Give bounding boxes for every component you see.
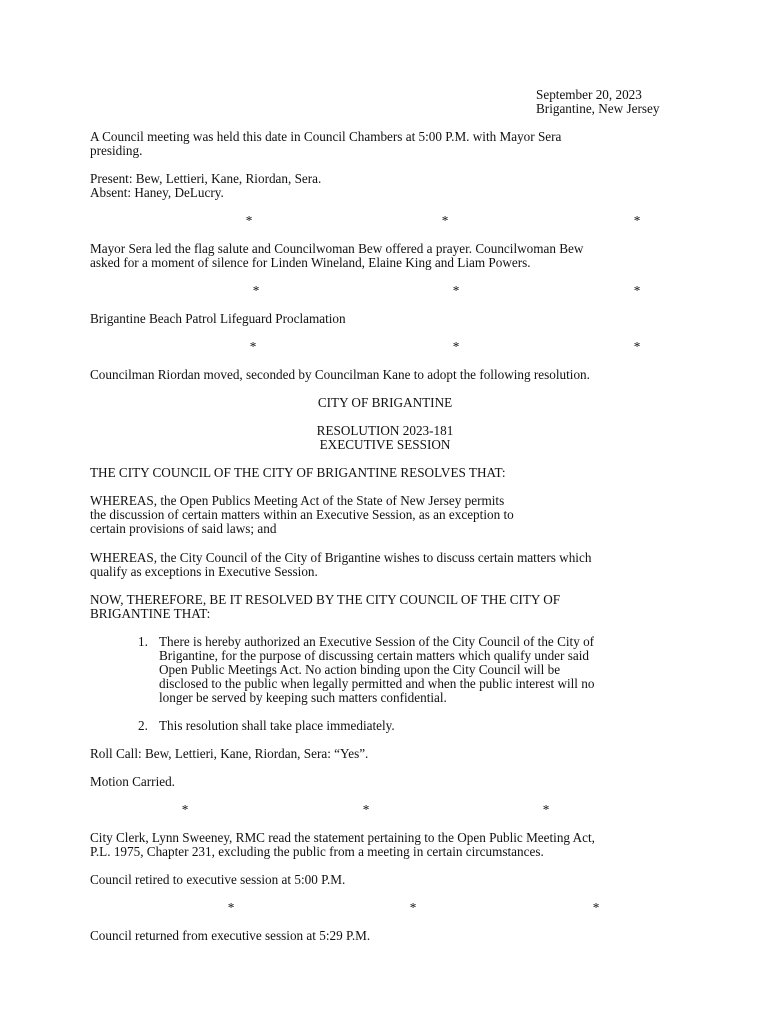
resolution-number: RESOLUTION 2023-181 [316,423,454,438]
present-list: Present: Bew, Lettieri, Kane, Riordan, Sera. [90,171,322,186]
motion-text: Councilman Riordan moved, seconded by Councilman Kane to adopt the following resolution. [90,367,590,382]
resolves-heading: THE CITY COUNCIL OF THE CITY OF BRIGANTINE RESOLVES THAT: [90,465,506,480]
list-item-line: There is hereby authorized an Executive Session of the City Council of the City of [159,634,595,649]
now-therefore-line: BRIGANTINE THAT: [90,606,211,621]
separator-star: * [245,213,253,228]
clerk-statement-line: P.L. 1975, Chapter 231, excluding the public from a meeting in certain circumstances. [90,844,544,859]
meeting-date: September 20, 2023 [536,87,642,102]
whereas-2-line: qualify as exceptions in Executive Session. [90,564,318,579]
separator-star: * [441,213,449,228]
list-item-line: longer be served by keeping such matters confidential. [159,690,447,705]
separator-star: * [542,802,550,817]
separator-star: * [452,339,460,354]
whereas-1-line: certain provisions of said laws; and [90,521,277,536]
proclamation-title: Brigantine Beach Patrol Lifeguard Proclamation [90,311,346,326]
list-item-line: disclosed to the public when legally permitted and when the public interest will no [159,676,595,691]
separator-star: * [452,283,460,298]
list-item-number: 2. [138,718,148,733]
list-item-number: 1. [138,634,148,649]
list-item-line: Open Public Meetings Act. No action binding upon the City Council will be [159,662,561,677]
resolution-city: CITY OF BRIGANTINE [317,395,453,410]
resolution-title: EXECUTIVE SESSION [319,437,451,452]
whereas-1-line: WHEREAS, the Open Publics Meeting Act of the State of New Jersey permits [90,493,505,508]
list-item-line: Brigantine, for the purpose of discussing certain matters which qualify under said [159,648,589,663]
absent-list: Absent: Haney, DeLucry. [90,185,224,200]
list-item-line: This resolution shall take place immediately. [159,718,395,733]
separator-star: * [249,339,257,354]
separator-star: * [592,900,600,915]
whereas-1-line: the discussion of certain matters within an Executive Session, as an exception to [90,507,514,522]
clerk-statement-line: City Clerk, Lynn Sweeney, RMC read the statement pertaining to the Open Public Meeting Act, [90,830,595,845]
separator-star: * [633,283,641,298]
intro-line-1: A Council meeting was held this date in Council Chambers at 5:00 P.M. with Mayor Sera [90,129,562,144]
retired-text: Council retired to executive session at 5:00 P.M. [90,872,346,887]
separator-star: * [633,339,641,354]
roll-call: Roll Call: Bew, Lettieri, Kane, Riordan, Sera: “Yes”. [90,746,369,761]
separator-star: * [362,802,370,817]
returned-text: Council returned from executive session at 5:29 P.M. [90,928,371,943]
meeting-location: Brigantine, New Jersey [536,101,660,116]
separator-star: * [252,283,260,298]
separator-star: * [227,900,235,915]
flag-salute-line-1: Mayor Sera led the flag salute and Councilwoman Bew offered a prayer. Councilwoman Bew [90,241,584,256]
whereas-2-line: WHEREAS, the City Council of the City of Brigantine wishes to discuss certain matters which [90,550,592,565]
intro-line-2: presiding. [90,143,143,158]
separator-star: * [633,213,641,228]
separator-star: * [409,900,417,915]
motion-carried: Motion Carried. [90,774,175,789]
flag-salute-line-2: asked for a moment of silence for Linden Wineland, Elaine King and Liam Powers. [90,255,531,270]
separator-star: * [181,802,189,817]
now-therefore-line: NOW, THEREFORE, BE IT RESOLVED BY THE CITY COUNCIL OF THE CITY OF [90,592,561,607]
